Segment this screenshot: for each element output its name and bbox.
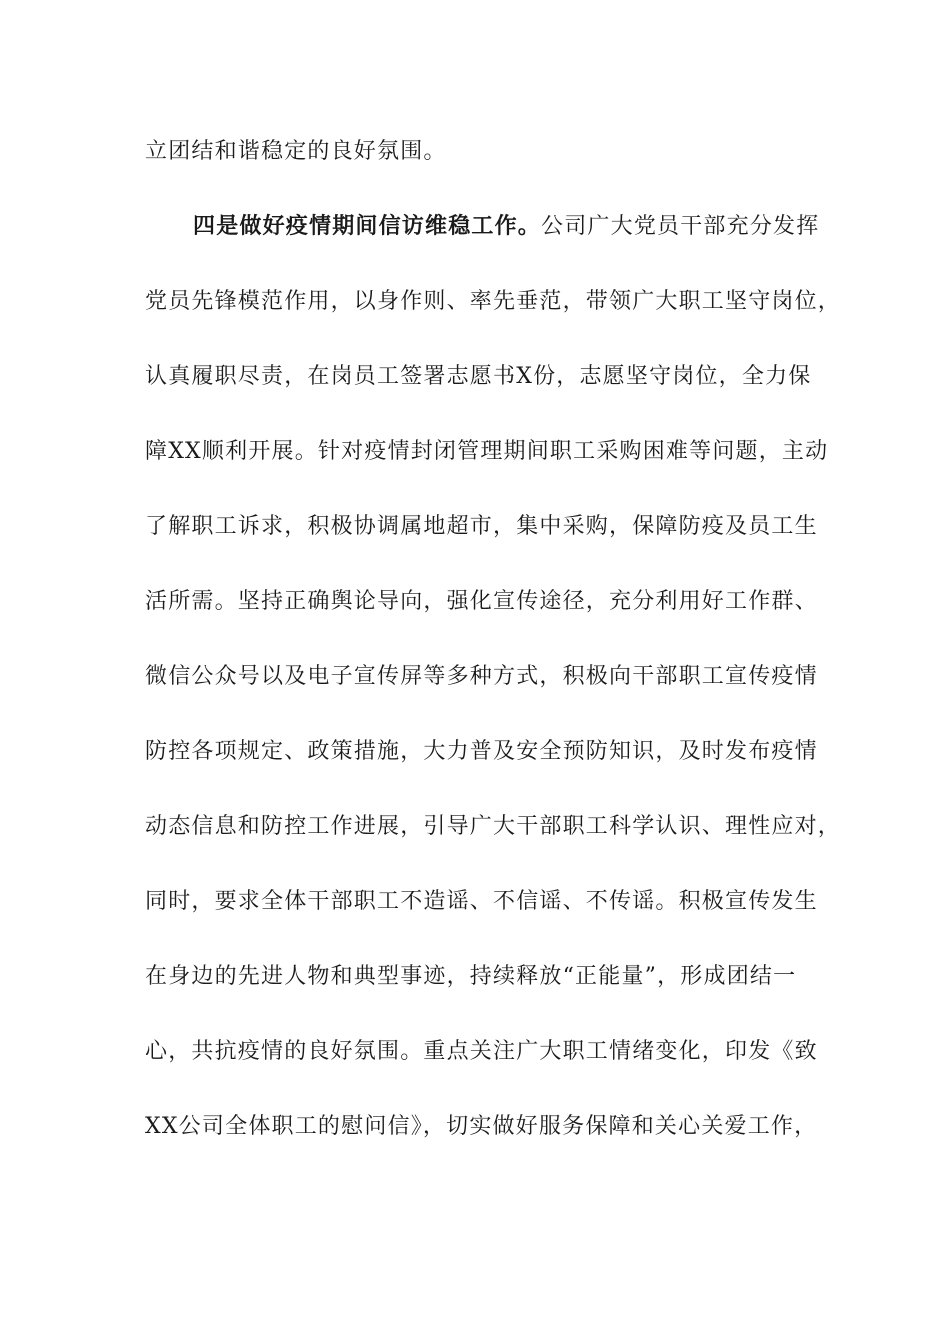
text-line: 认真履职尽责，在岗员工签署志愿书X份，志愿坚守岗位，全力保 xyxy=(145,364,812,389)
text-line: 党员先锋模范作用，以身作则、率先垂范，带领广大职工坚守岗位， xyxy=(145,289,842,314)
text-line: 同时，要求全体干部职工不造谣、不信谣、不传谣。积极宣传发生 xyxy=(145,889,818,914)
text-line: 动态信息和防控工作进展，引导广大干部职工科学认识、理性应对， xyxy=(145,814,842,839)
paragraph-heading: 四是做好疫情期间信访维稳工作。 xyxy=(193,214,542,239)
paragraph-first-line-text: 公司广大党员干部充分发挥 xyxy=(541,214,820,239)
text-line: 防控各项规定、政策措施，大力普及安全预防知识，及时发布疫情 xyxy=(145,739,818,764)
text-line: 微信公众号以及电子宣传屏等多种方式，积极向干部职工宣传疫情 xyxy=(145,664,818,689)
text-line: XX公司全体职工的慰问信》，切实做好服务保障和关心关爱工作， xyxy=(145,1114,818,1139)
text-line: 心，共抗疫情的良好氛围。重点关注广大职工情绪变化，印发《致 xyxy=(145,1039,818,1064)
text-line: 障XX顺利开展。针对疫情封闭管理期间职工采购困难等问题，主动 xyxy=(145,439,829,464)
text-line: 了解职工诉求，积极协调属地超市，集中采购，保障防疫及员工生 xyxy=(145,514,818,539)
paragraph-first-line xyxy=(193,212,820,242)
text-line: 活所需。坚持正确舆论导向，强化宣传途径，充分利用好工作群、 xyxy=(145,589,818,614)
text-line: 在身边的先进人物和典型事迹，持续释放“正能量”，形成团结一 xyxy=(145,964,797,989)
text-line: 立团结和谐稳定的良好氛围。 xyxy=(145,139,447,164)
